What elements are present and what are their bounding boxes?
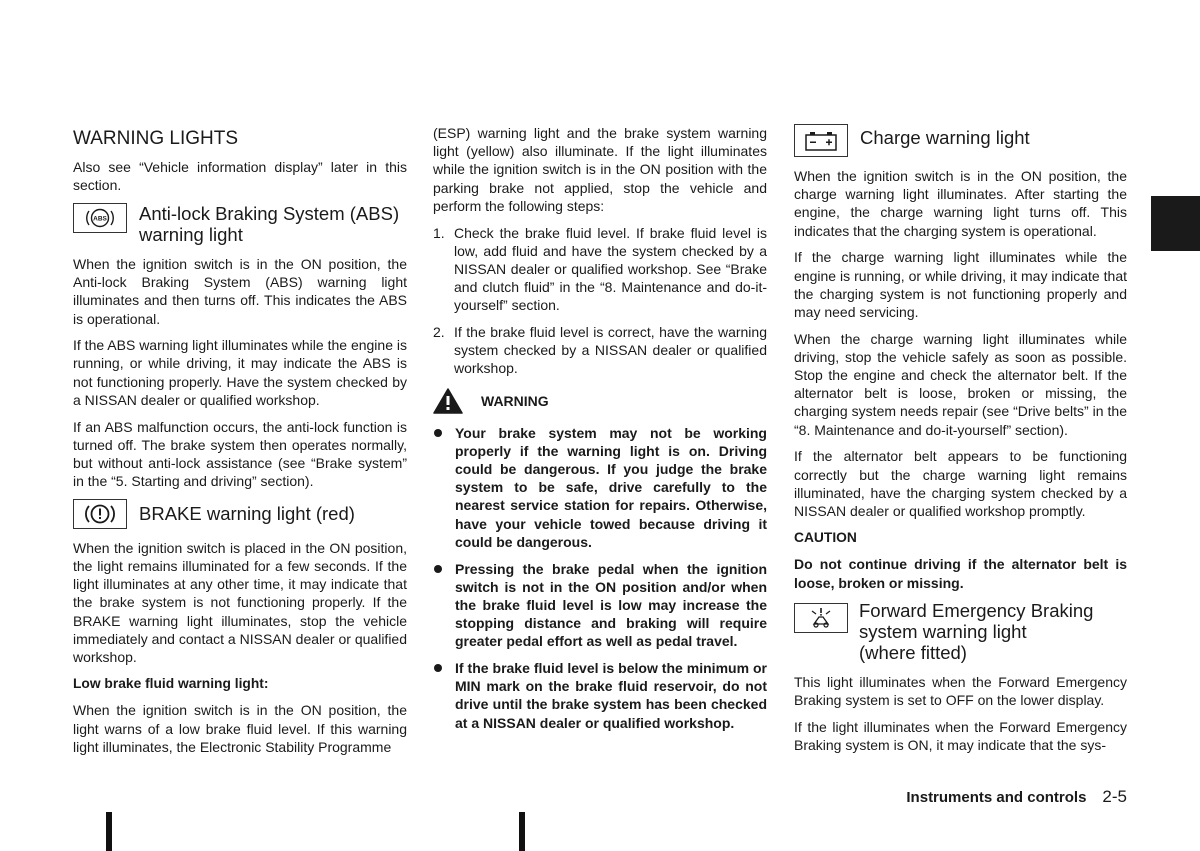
- steps-list: [433, 224, 767, 378]
- section-thumb-tab: [1151, 196, 1200, 251]
- feb-title: [859, 600, 1093, 663]
- feb-heading-row: [794, 600, 1127, 663]
- page-number: 2-5: [1102, 787, 1127, 806]
- step-text: Check the brake fluid level. If brake fluid level is low, add fluid and have the system checked by a NISSAN dealer or qualified workshop. See “Brake and clutch fluid” in the “8. Maintenance and do-it-yourself” section.: [454, 224, 767, 314]
- list-item: [433, 323, 767, 378]
- abs-warning-icon: [73, 203, 127, 233]
- warning-triangle-icon: [433, 388, 463, 414]
- abs-icon-text: ABS: [93, 215, 107, 223]
- brake-paragraph-1: When the ignition switch is placed in the ON position, the light remains illuminated for a few seconds. If the light illuminates at any other time, it may indicate that the brake system is not functioning properly. If the BRAKE warning light illuminates, stop the vehicle immediately and contact a NISSAN dealer or qualified workshop.: [73, 539, 407, 666]
- step-number: 2.: [433, 324, 445, 341]
- warning-label: WARNING: [481, 392, 549, 409]
- charge-paragraph-3: When the charge warning light illuminates while driving, stop the vehicle safely as soon as possible. Stop the engine and check the alternator belt. If the alternator belt is loose, broken or missing, the charging system needs repair (see “Drive belts” in the “8. Maintenance and do-it-yourself” section).: [794, 330, 1127, 438]
- abs-title-line2: warning light: [139, 223, 243, 245]
- charge-heading-row: [794, 124, 1127, 157]
- step-text: If the brake fluid level is correct, have the warning system checked by a NISSAN dealer or qualified workshop.: [454, 324, 767, 377]
- list-item: Pressing the brake pedal when the ignition switch is not in the ON position and/or when the brake fluid level is low may increase the stopping distance and braking will require greater pedal effort as well as pedal travel.: [433, 560, 767, 651]
- charge-paragraph-2: If the charge warning light illuminates while the engine is running, or while driving, it may indicate that the charging system is not functioning properly and may need servicing.: [794, 249, 1127, 320]
- intro-paragraph: Also see “Vehicle information display” later in this section.: [73, 159, 407, 194]
- feb-paragraph-2: If the light illuminates when the Forward Emergency Braking system is ON, it may indicate that the sys-: [794, 719, 1127, 754]
- charge-title: Charge warning light: [860, 127, 1030, 148]
- abs-heading-row: [73, 203, 407, 245]
- caution-text: Do not continue driving if the alternator belt is loose, broken or missing.: [794, 556, 1127, 591]
- brake-heading-row: [73, 499, 407, 529]
- battery-charge-icon: [794, 124, 848, 157]
- forward-emergency-braking-icon: [794, 603, 848, 633]
- abs-title: [139, 203, 399, 245]
- crop-mark: [106, 812, 112, 851]
- warning-heading-row: [433, 388, 767, 414]
- abs-paragraph-1: When the ignition switch is in the ON position, the Anti-lock Braking System (ABS) warning light illuminates and then turns off. This indicates the ABS is operational.: [73, 255, 407, 327]
- esp-paragraph: (ESP) warning light and the brake system warning light (yellow) also illuminate. If the light illuminates while the ignition switch is in the ON position with the parking brake not applied, stop the vehicle and perform the following steps:: [433, 125, 767, 214]
- column-middle: [433, 124, 767, 740]
- brake-warning-icon: [73, 499, 127, 529]
- crop-mark: [519, 812, 525, 851]
- list-item: [433, 224, 767, 315]
- charge-paragraph-1: When the ignition switch is in the ON position, the charge warning light illuminates. After starting the engine, the charge warning light turns off. This indicates that the charging system is operational.: [794, 168, 1127, 239]
- abs-title-line1: Anti-lock Braking System (ABS): [139, 202, 400, 224]
- caution-label: CAUTION: [794, 529, 857, 545]
- section-heading: WARNING LIGHTS: [73, 128, 239, 149]
- column-left: [73, 124, 407, 765]
- page-footer: [906, 787, 1127, 807]
- list-item: If the brake fluid level is below the minimum or MIN mark on the brake fluid reservoir, do not drive until the brake system has been checked at a NISSAN dealer or qualified workshop.: [433, 659, 767, 732]
- step-number: 1.: [433, 224, 445, 241]
- column-right: [794, 124, 1127, 763]
- feb-title-line3: (where fitted): [859, 642, 967, 664]
- abs-paragraph-2: If the ABS warning light illuminates while the engine is running, or while driving, it may indicate the ABS is not functioning properly. Have the system checked by a NISSAN dealer or qualified workshop.: [73, 337, 407, 408]
- brake-title: BRAKE warning light (red): [139, 502, 355, 524]
- list-item: Your brake system may not be working properly if the warning light is on. Driving could be dangerous. If you judge the brake system to be safe, drive carefully to the nearest service station for repairs. Otherwise, have your vehicle towed because driving it could be dangerous.: [433, 424, 767, 551]
- brake-paragraph-2: When the ignition switch is in the ON position, the light warns of a low brake fluid level. If this warning light illuminates, the Electronic Stability Programme: [73, 702, 407, 755]
- low-brake-fluid-heading: Low brake fluid warning light:: [73, 675, 269, 691]
- charge-paragraph-4: If the alternator belt appears to be functioning correctly but the charge warning light remains illuminated, have the charging system checked by a NISSAN dealer or qualified workshop promptly.: [794, 448, 1127, 519]
- footer-section-title: Instruments and controls: [906, 789, 1087, 806]
- feb-title-line2: system warning light: [859, 621, 1027, 643]
- warning-bullets: [433, 424, 767, 732]
- feb-title-line1: Forward Emergency Braking: [859, 600, 1094, 622]
- feb-paragraph-1: This light illuminates when the Forward Emergency Braking system is set to OFF on the lower display.: [794, 674, 1127, 709]
- abs-paragraph-3: If an ABS malfunction occurs, the anti-lock function is turned off. The brake system then operates normally, but without anti-lock assistance (see “Brake system” in the “5. Starting and driving” section).: [73, 418, 407, 490]
